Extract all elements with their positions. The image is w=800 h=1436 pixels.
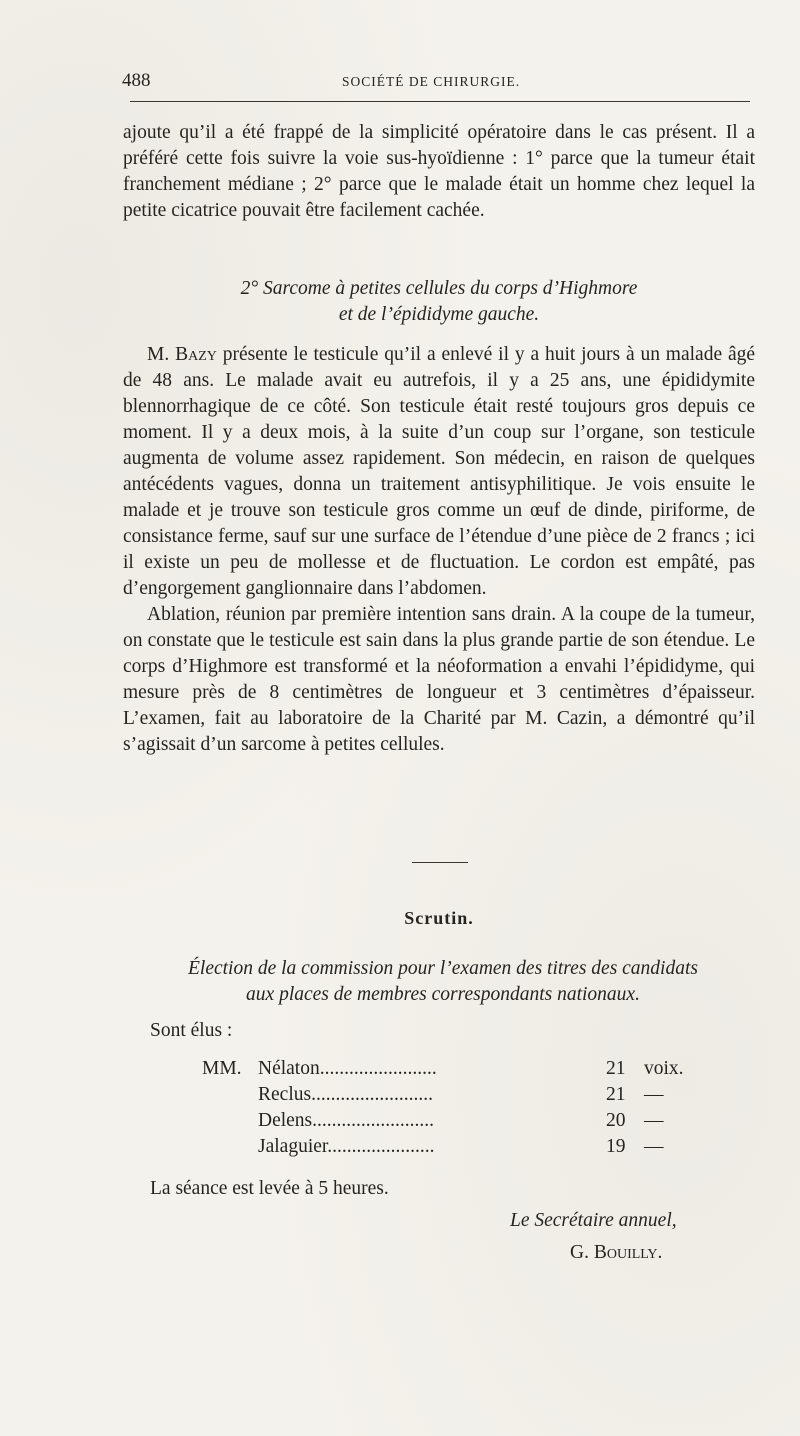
- election-title-line-2: aux places de membres correspondants nationaux.: [246, 984, 640, 1005]
- signature-role: Le Secrétaire annuel,: [510, 1210, 677, 1231]
- header-rule: [130, 101, 750, 102]
- vote-unit: voix.: [644, 1058, 684, 1079]
- elected-intro: Sont élus :: [150, 1020, 233, 1041]
- vote-results: [202, 1056, 722, 1160]
- vote-unit: —: [644, 1110, 664, 1131]
- paragraph-3: Ablation, réunion par première intention sans drain. A la coupe de la tumeur, on constate que le testicule est sain dans la plus grande partie de son étendue. Le corps d’Highmore est transformé et la néoformation a envahi l’épididyme, qui mesure près de 8 centimètres de longueur et 3 centimètres d’épaisseur. L’examen, fait au laboratoire de la Charité par M. Cazin, a démontré qu’il s’agissait d’un sarcome à petites cellules.: [123, 604, 755, 755]
- section-divider: [412, 862, 468, 863]
- closing-statement: La séance est levée à 5 heures.: [150, 1178, 389, 1199]
- paragraph-continuation: [123, 120, 755, 224]
- scrutin-heading: Scrutin.: [404, 908, 474, 928]
- paragraph-1: ajoute qu’il a été frappé de la simplicité opératoire dans le cas présent. Il a préféré cette fois suivre la voie sus-hyoïdienne : 1° parce que la tumeur était franchement médiane ; 2° parce que le malade était un homme chez lequel la petite cicatrice pouvait être facilement cachée.: [123, 122, 755, 221]
- page-header: [122, 66, 750, 96]
- section-title: [123, 276, 755, 328]
- election-title-line-1: Élection de la commission pour l’examen des titres des candidats: [188, 958, 698, 979]
- vote-unit: —: [644, 1136, 664, 1157]
- vote-count: 21: [606, 1058, 626, 1079]
- running-title: SOCIÉTÉ DE CHIRURGIE.: [342, 74, 521, 89]
- signature-name: [570, 1242, 662, 1264]
- candidate-name: Reclus.........................: [258, 1084, 433, 1105]
- paragraph-2-prefix: M.: [147, 344, 170, 365]
- paragraph-2: [123, 342, 755, 602]
- page-number: 488: [122, 70, 151, 91]
- section-title-line-2: et de l’épididyme gauche.: [338, 304, 540, 325]
- vote-count: 21: [606, 1084, 626, 1105]
- case-report: [123, 342, 755, 758]
- vote-row: [202, 1056, 722, 1082]
- signature-surname: Bouilly.: [593, 1242, 663, 1263]
- candidate-name: Nélaton........................: [258, 1058, 437, 1079]
- candidate-name: Delens.........................: [258, 1110, 435, 1131]
- signature-initial: G.: [570, 1242, 589, 1263]
- section-title-line-1: 2° Sarcome à petites cellules du corps d’Highmore: [240, 278, 638, 299]
- author-name: Bazy: [175, 344, 217, 365]
- election-title: [123, 956, 763, 1008]
- vote-count: 19: [606, 1136, 626, 1157]
- vote-prefix: MM.: [202, 1058, 242, 1079]
- vote-row: [202, 1134, 722, 1160]
- candidate-name: Jalaguier......................: [258, 1136, 435, 1157]
- vote-row: [202, 1108, 722, 1134]
- vote-unit: —: [644, 1084, 664, 1105]
- vote-count: 20: [606, 1110, 626, 1131]
- vote-row: [202, 1082, 722, 1108]
- paragraph-2-text: présente le testicule qu’il a enlevé il y a huit jours à un malade âgé de 48 ans. Le malade avait eu autrefois, il y a 25 ans, une épididymite blennorrhagique de ce côté. Son testicule était resté toujours gros depuis ce moment. Il y a deux mois, à la suite d’un coup sur l’organe, son testicule augmenta de volume assez rapidement. Son médecin, en raison de quelques antécédents vagues, donna un traitement antisyphilitique. Je vois ensuite le malade et je trouve son testicule gros comme un œuf de dinde, piriforme, de consistance ferme, sauf sur une surface de l’étendue d’une pièce de 2 francs ; ici il existe un peu de mollesse et de fluctuation. Le cordon est empâté, pas d’engorgement ganglionnaire dans l’abdomen.: [123, 344, 756, 599]
